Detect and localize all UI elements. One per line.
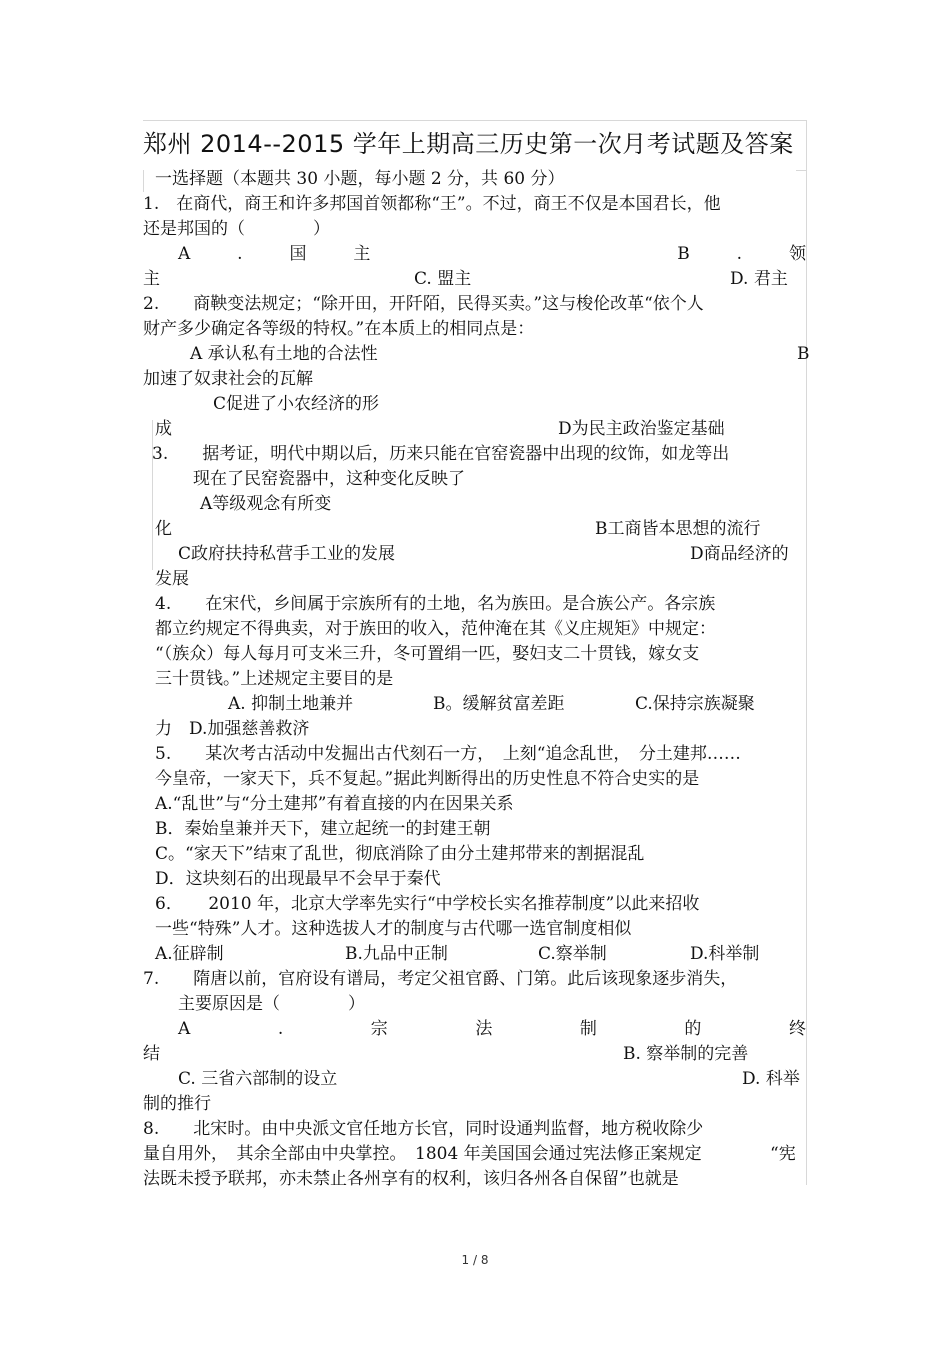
q6-option-d: D.科举制	[690, 944, 760, 964]
q7-opt-zhong: 终	[788, 1019, 806, 1039]
q1-opt-dot: .	[237, 244, 243, 264]
q3-line-5a: C政府扶持私营手工业的发展	[178, 544, 396, 564]
q7-opt-zhi: 制	[579, 1019, 597, 1039]
q4-line-6: 力 D.加强慈善救济	[155, 719, 310, 739]
frame-right-mark	[796, 170, 806, 171]
q7-options-row	[178, 1018, 806, 1040]
q1-opt-ling: 领	[788, 244, 806, 264]
q5-option-c: C。“家天下”结束了乱世，彻底消除了由分土建邦带来的割据混乱	[155, 844, 645, 864]
q5-line-1: 5. 某次考古活动中发掘出古代刻石一方， 上刻“追念乱世， 分土建邦……	[155, 744, 741, 764]
q6-line-2: 一些“特殊”人才。这种选拔人才的制度与古代哪一选官制度相似	[155, 919, 632, 939]
q4-line-5a: A. 抑制土地兼并	[228, 694, 354, 714]
q3-line-6: 发展	[155, 569, 189, 589]
q1-line-3c: D. 君主	[730, 269, 788, 289]
document-title: 郑州 2014--2015 学年上期高三历史第一次月考试题及答案	[143, 130, 794, 158]
q3-line-1: 3. 据考证，明代中期以后，历来只能在官窑瓷器中出现的纹饰，如龙等出	[152, 444, 730, 464]
q8-line-2a: 量自用外， 其余全部由中央掌控。 1804 年美国国会通过宪法修正案规定	[143, 1144, 702, 1164]
q1-opt-a: A	[178, 244, 191, 264]
q2-line-3a: A 承认私有土地的合法性	[190, 344, 378, 364]
q2-line-5: C促进了小农经济的形	[213, 394, 380, 414]
q1-opt-guo: 国	[289, 244, 307, 264]
q5-line-2: 今皇帝，一家天下，兵不复起。”据此判断得出的历史性息不符合史实的是	[155, 769, 700, 789]
q7-line-6: 制的推行	[143, 1094, 211, 1114]
q5-option-a: A.“乱世”与“分土建邦”有着直接的内在因果关系	[155, 794, 514, 814]
q7-opt-a: A	[178, 1019, 191, 1039]
frame-right	[806, 120, 807, 1185]
q4-line-2: 都立约规定不得典卖，对于族田的收入，范仲淹在其《义庄规矩》中规定：	[155, 619, 716, 639]
q5-option-b: B．秦始皇兼并天下，建立起统一的封建王朝	[155, 819, 491, 839]
q2-line-3b: B	[797, 344, 810, 364]
q7-line-4a: 结	[143, 1044, 160, 1064]
frame-left-a	[143, 170, 144, 192]
q4-line-3: “（族众）每人每月可支米三升，冬可置绢一匹，娶妇支二十贯钱，嫁女支	[155, 644, 700, 664]
q1-line-3a: 主	[143, 269, 160, 289]
q8-line-1: 8. 北宋时。由中央派文官任地方长官，同时设通判监督，地方税收除少	[143, 1119, 704, 1139]
q1-opt-zhu: 主	[353, 244, 371, 264]
q7-opt-de: 的	[684, 1019, 702, 1039]
q6-line-1: 6． 2010 年，北京大学率先实行“中学校长实名推荐制度”以此来招收	[155, 894, 700, 914]
q7-line-2: 主要原因是（ ）	[178, 994, 365, 1014]
q7-opt-fa: 法	[475, 1019, 493, 1039]
q2-line-6b: D为民主政治鉴定基础	[558, 419, 725, 439]
q7-line-5a: C. 三省六部制的设立	[178, 1069, 338, 1089]
q4-line-1: 4. 在宋代，乡间属于宗族所有的土地，名为族田。是合族公产。各宗族	[155, 594, 716, 614]
q7-line-4b: B. 察举制的完善	[623, 1044, 749, 1064]
q8-line-3: 法既未授予联邦，亦未禁止各州享有的权利，该归各州各自保留”也就是	[143, 1169, 679, 1189]
q1-line-2: 还是邦国的（ ）	[143, 219, 330, 239]
q4-line-5b: B。缓解贫富差距	[433, 694, 565, 714]
q6-option-c: C.察举制	[538, 944, 607, 964]
q2-line-2: 财产多少确定各等级的特权。”在本质上的相同点是：	[143, 319, 535, 339]
q5-option-d: D．这块刻石的出现最早不会早于秦代	[155, 869, 441, 889]
q2-line-1: 2. 商鞅变法规定；“除开田，开阡陌，民得买卖。”这与梭伦改革“依个人	[143, 294, 704, 314]
q3-line-2: 现在了民窑瓷器中，这种变化反映了	[193, 469, 465, 489]
q1-opt-b: B	[677, 244, 690, 264]
q3-line-3: A等级观念有所变	[200, 494, 332, 514]
q3-line-5b: D商品经济的	[690, 544, 789, 564]
q2-line-4: 加速了奴隶社会的瓦解	[143, 369, 313, 389]
q1-opt-b-dot: .	[736, 244, 743, 264]
q2-line-6a: 成	[155, 419, 172, 439]
q7-line-5b: D. 科举	[742, 1069, 800, 1089]
q1-line-1: 1. 在商代，商王和许多邦国首领都称“王”。不过，商王不仅是本国君长，他	[143, 194, 721, 214]
q4-line-5c: C.保持宗族凝聚	[635, 694, 755, 714]
page-number: 1 / 8	[461, 1253, 489, 1267]
q7-opt-dot: .	[277, 1019, 284, 1039]
q6-option-a: A.征辟制	[155, 944, 224, 964]
q3-line-4b: B工商皆本思想的流行	[595, 519, 761, 539]
q6-option-b: B.九品中正制	[345, 944, 448, 964]
frame-top	[143, 120, 807, 121]
q1-line-3b: C. 盟主	[414, 269, 472, 289]
q3-line-4a: 化	[155, 519, 172, 539]
q8-line-2b: “宪	[770, 1144, 796, 1164]
q4-line-4: 三十贯钱。”上述规定主要目的是	[155, 669, 394, 689]
q7-line-1: 7. 隋唐以前，官府设有谱局，考定父祖官爵、门第。此后该现象逐步消失，	[143, 969, 738, 989]
q1-options-row	[178, 243, 806, 265]
section-heading: 一选择题（本题共 30 小题，每小题 2 分，共 60 分）	[155, 169, 565, 189]
q7-opt-zong: 宗	[370, 1019, 388, 1039]
